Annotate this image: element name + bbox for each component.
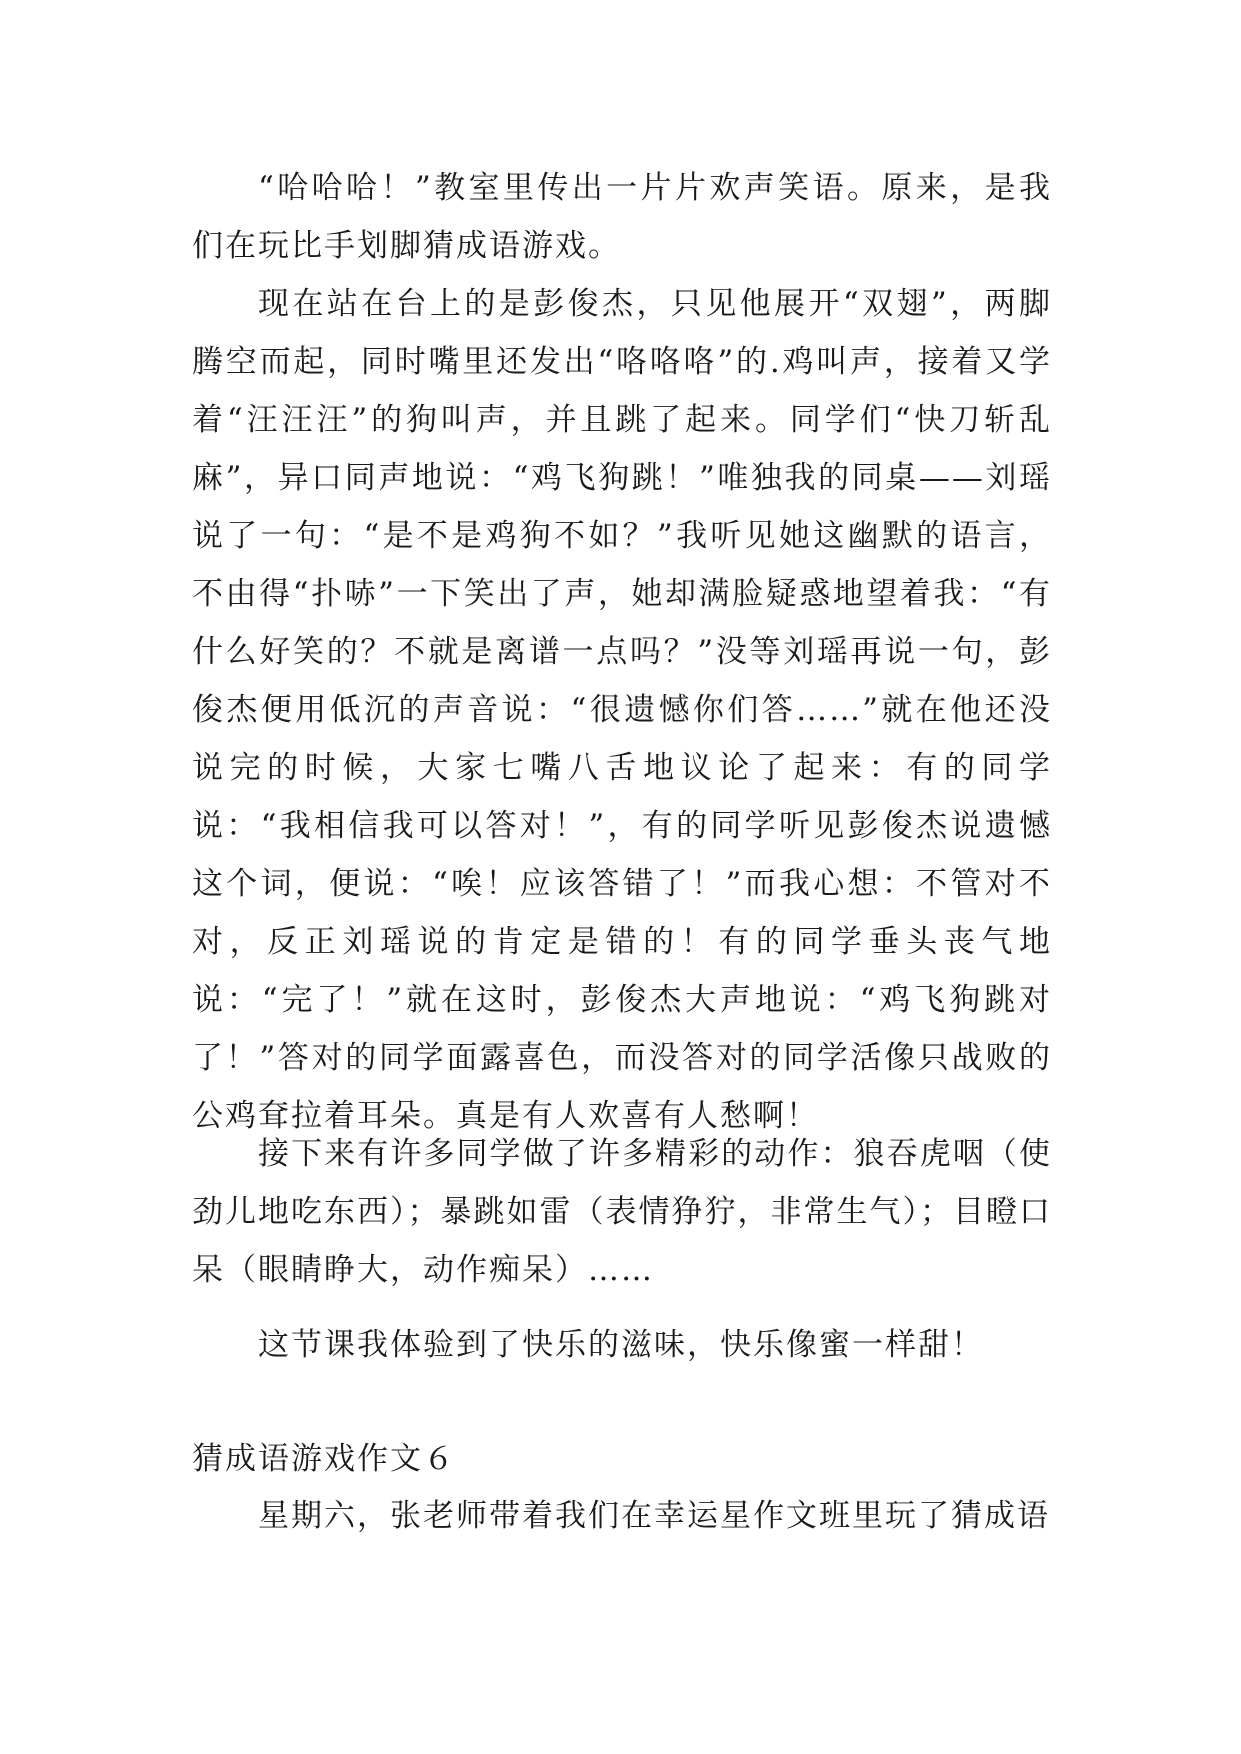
paragraph-3: 接下来有许多同学做了许多精彩的动作：狼吞虎咽（使劲儿地吃东西）；暴跳如雷（表情狰狞，非常生气）；目瞪口呆（眼睛睁大，动作痴呆）…… [192, 1136, 1052, 1288]
paragraph-1: “哈哈哈！”教室里传出一片片欢声笑语。原来，是我们在玩比手划脚猜成语游戏。 [192, 170, 1052, 264]
paragraph-2: 现在站在台上的是彭俊杰，只见他展开“双翅”，两脚腾空而起，同时嘴里还发出“咯咯咯”的.鸡叫声，接着又学着“汪汪汪”的狗叫声，并且跳了起来。同学们“快刀斩乱麻”，异口同声地说：“鸡飞狗跳！”唯独我的同桌——刘瑶说了一句：“是不是鸡狗不如？”我听见她这幽默的语言，不由得“扑哧”一下笑出了声，她却满脸疑惑地望着我：“有什么好笑的？不就是离谱一点吗？”没等刘瑶再说一句，彭俊杰便用低沉的声音说：“很遗憾你们答……”就在他还没说完的时候，大家七嘴八舌地议论了起来：有的同学说：“我相信我可以答对！”，有的同学听见彭俊杰说遗憾这个词，便说：“唉！应该答错了！”而我心想：不管对不对，反正刘瑶说的肯定是错的！有的同学垂头丧气地说：“完了！”就在这时，彭俊杰大声地说：“鸡飞狗跳对了！”答对的同学面露喜色，而没答对的同学活像只战败的公鸡耷拉着耳朵。真是有人欢喜有人愁啊！ [192, 286, 1052, 1134]
paragraph-5: 星期六，张老师带着我们在幸运星作文班里玩了猜成语 [258, 1498, 1050, 1534]
document-page [192, 0, 1052, 1754]
section-heading: 猜成语游戏作文６ [192, 1441, 456, 1477]
paragraph-4: 这节课我体验到了快乐的滋味，快乐像蜜一样甜！ [258, 1327, 984, 1363]
